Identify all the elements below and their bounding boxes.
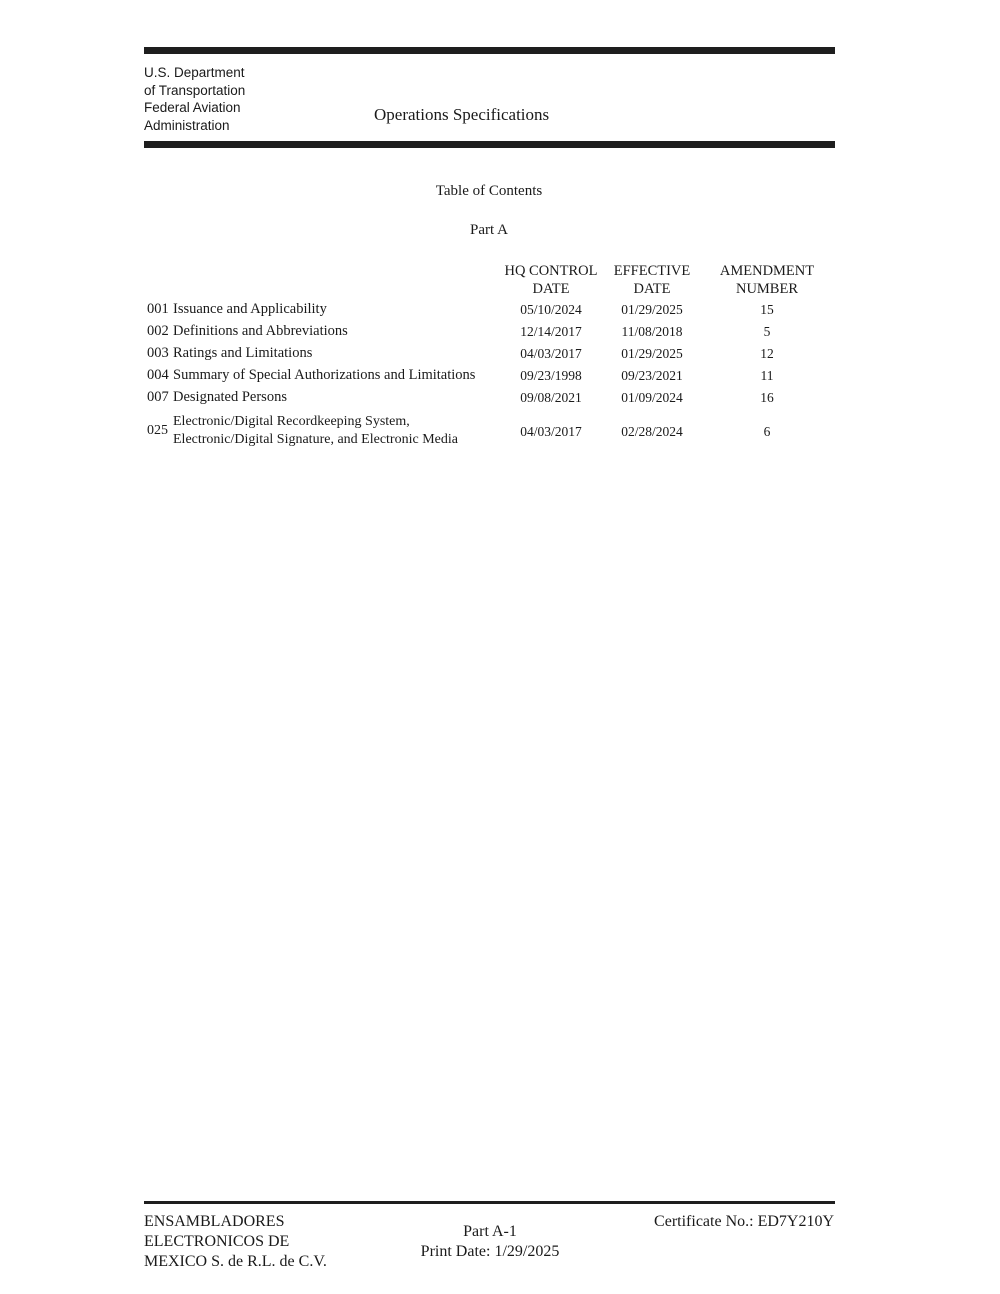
toc-row-title: Definitions and Abbreviations [173,323,348,339]
column-header-line: NUMBER [735,281,799,297]
footer-company-name [144,1212,374,1272]
toc-row-effective-date: 01/09/2024 [621,390,683,405]
toc-row-amendment: 16 [760,390,774,405]
document-title: Operations Specifications [374,105,550,124]
toc-row-title: Issuance and Applicability [173,301,327,317]
toc-row-amendment: 6 [763,424,771,439]
agency-line: U.S. Department [144,65,245,80]
toc-row-number: 001 [147,301,169,317]
agency-name [144,64,284,134]
column-header-line: DATE [633,281,671,297]
toc-row-amendment: 15 [760,302,774,317]
toc-row-number: 007 [147,389,169,405]
toc-row-amendment: 5 [763,324,771,339]
company-line: MEXICO S. de R.L. de C.V. [144,1253,327,1270]
footer-page-info [400,1222,580,1262]
toc-title: Table of Contents [435,183,543,199]
toc-row-effective-date: 02/28/2024 [621,424,683,439]
column-header-effective-date [602,262,702,298]
header-top-rule [144,47,835,54]
column-header-line: AMENDMENT [719,263,815,279]
column-header-line: EFFECTIVE [613,263,691,279]
toc-row-number: 025 [147,423,168,438]
toc-row-amendment: 12 [760,346,774,361]
part-title: Part A [470,222,508,238]
toc-row-effective-date: 01/29/2025 [621,346,683,361]
column-header-line: DATE [532,281,570,297]
toc-row-effective-date: 09/23/2021 [621,368,683,383]
toc-row-number: 004 [147,367,169,383]
company-line: ELECTRONICOS DE [144,1233,290,1250]
toc-row-title: Ratings and Limitations [173,345,313,361]
column-header-hq-control-date [500,262,602,298]
toc-row[interactable] [147,323,827,340]
toc-row-number: 002 [147,323,169,339]
toc-row-hq-date: 05/10/2024 [520,302,582,317]
toc-row-title: Electronic/Digital Signature, and Electronic Media [173,432,458,447]
toc-row[interactable] [147,413,827,449]
toc-row[interactable] [147,367,827,384]
toc-row-number: 003 [147,345,169,361]
toc-row-title: Summary of Special Authorizations and Limitations [173,367,476,383]
toc-row-effective-date: 01/29/2025 [621,302,683,317]
agency-line: Administration [144,117,230,133]
toc-row-title: Designated Persons [173,389,287,405]
footer-rule [144,1201,835,1204]
page-label: Part A-1 [463,1223,517,1240]
toc-row-hq-date: 09/08/2021 [520,390,582,405]
toc-row[interactable] [147,345,827,362]
agency-line: of Transportation [144,82,246,98]
certificate-number: Certificate No.: ED7Y210Y [654,1213,834,1230]
toc-row[interactable] [147,301,827,318]
column-header-line: HQ CONTROL [504,263,598,279]
toc-row-amendment: 11 [760,368,774,383]
toc-row-effective-date: 11/08/2018 [621,324,683,339]
toc-row[interactable] [147,389,827,406]
toc-row-hq-date: 04/03/2017 [520,346,582,361]
toc-row-hq-date: 09/23/1998 [520,368,582,383]
company-line: ENSAMBLADORES [144,1213,285,1230]
header-bottom-rule [144,141,835,148]
agency-line: Federal Aviation [144,100,241,115]
column-header-amendment-number [712,262,822,298]
toc-row-hq-date: 04/03/2017 [520,424,582,439]
print-date: Print Date: 1/29/2025 [420,1243,560,1260]
toc-row-title: Electronic/Digital Recordkeeping System, [173,414,410,429]
toc-row-hq-date: 12/14/2017 [520,324,582,339]
